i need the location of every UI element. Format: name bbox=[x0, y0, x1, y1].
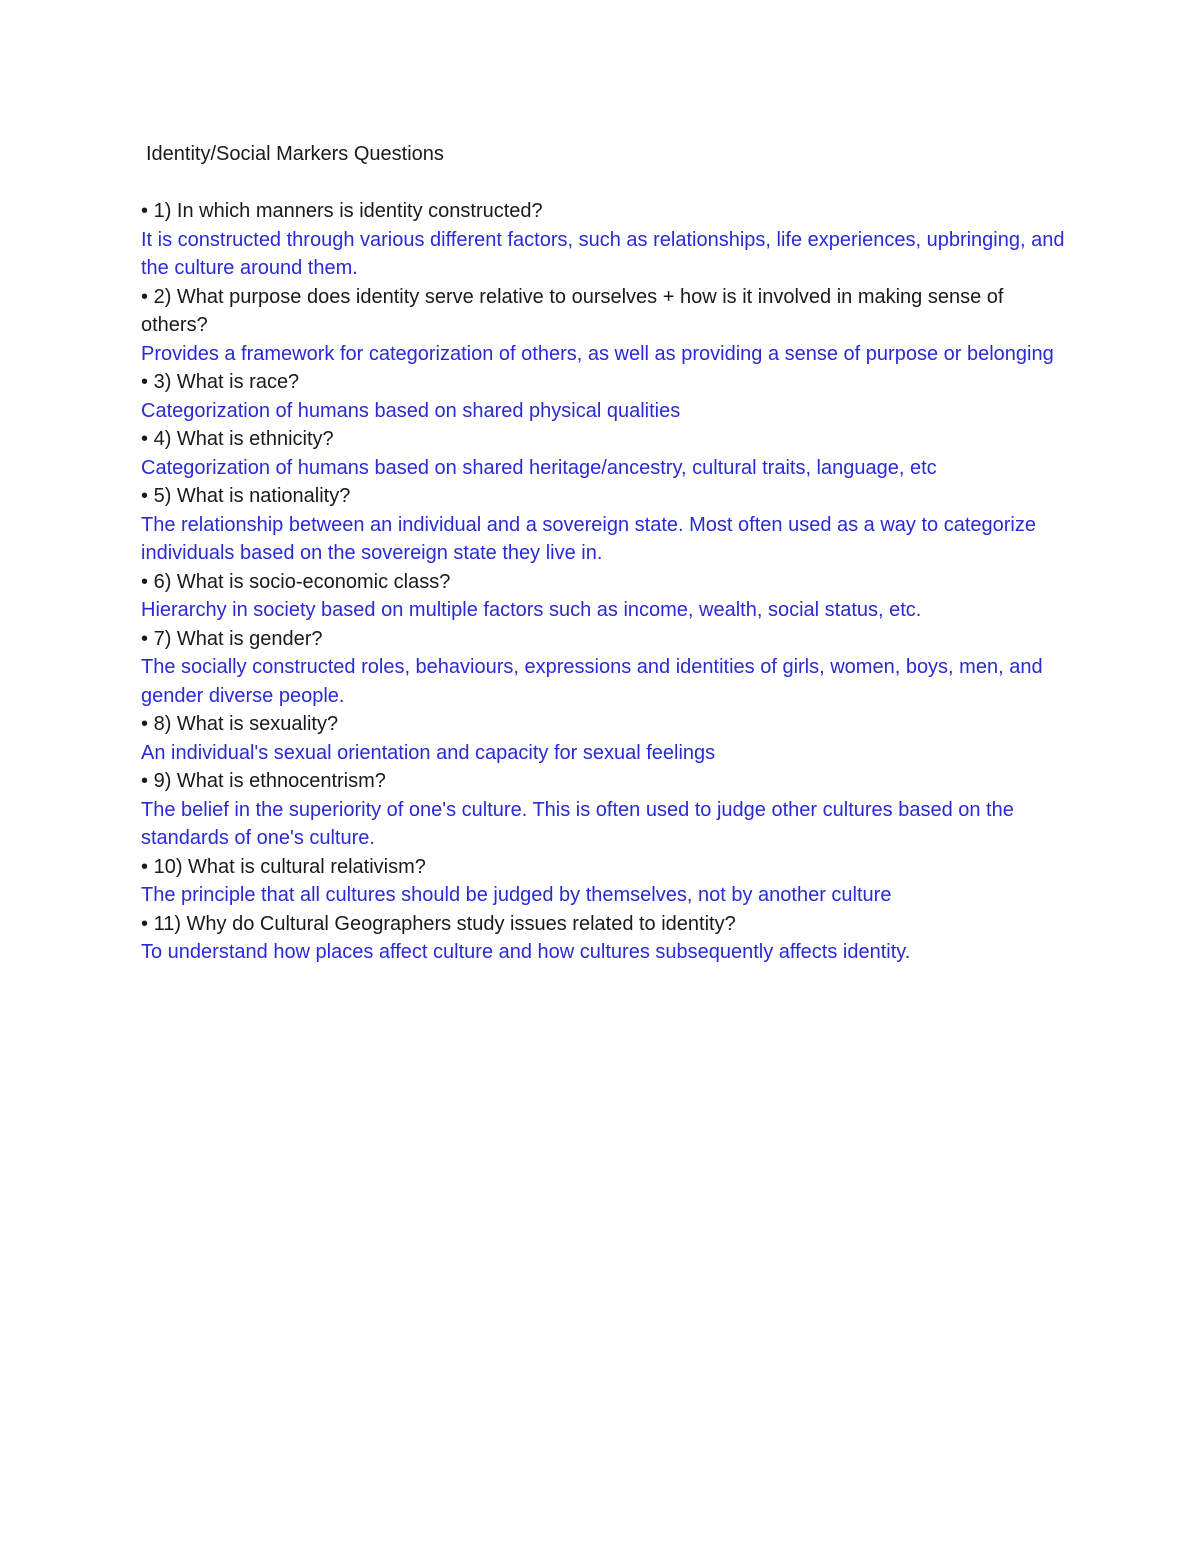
document-title: Identity/Social Markers Questions bbox=[146, 143, 444, 165]
answer-5: The relationship between an individual and a sovereign state. Most often used as a way to categorize individuals based on the sovereign state they live in. bbox=[141, 513, 1036, 564]
bullet: • bbox=[141, 770, 149, 792]
question-text: 7) What is gender? bbox=[153, 627, 323, 650]
bullet: • bbox=[141, 713, 149, 735]
qa-item-3 bbox=[141, 368, 1071, 425]
bullet: • bbox=[141, 485, 149, 507]
qa-item-9 bbox=[141, 767, 1071, 853]
qa-item-10 bbox=[141, 853, 1071, 910]
question-text: 9) What is ethnocentrism? bbox=[153, 770, 386, 792]
qa-item-4 bbox=[141, 425, 1071, 482]
bullet: • bbox=[141, 428, 149, 450]
qa-item-6 bbox=[141, 568, 1071, 625]
answer-7: The socially constructed roles, behaviours, expressions and identities of girls, women, boys, men, and gender diverse people. bbox=[141, 656, 1043, 707]
qa-item-11 bbox=[141, 910, 1071, 967]
bullet: • bbox=[141, 371, 149, 393]
question-text: 5) What is nationality? bbox=[153, 485, 351, 507]
qa-item-7 bbox=[141, 625, 1071, 711]
question-6 bbox=[141, 568, 1071, 597]
answer-6: Hierarchy in society based on multiple factors such as income, wealth, social status, etc. bbox=[141, 599, 922, 621]
question-text: 10) What is cultural relativism? bbox=[153, 855, 426, 878]
question-5 bbox=[141, 482, 1071, 511]
bullet: • bbox=[141, 912, 149, 935]
bullet: • bbox=[141, 627, 149, 650]
question-text: 3) What is race? bbox=[153, 371, 300, 393]
bullet: • bbox=[141, 855, 149, 878]
answer-2: Provides a framework for categorization of others, as well as providing a sense of purpose or belonging bbox=[141, 342, 1054, 365]
question-text: 1) In which manners is identity constructed? bbox=[153, 200, 543, 222]
question-text: 11) Why do Cultural Geographers study issues related to identity? bbox=[153, 912, 736, 935]
question-9 bbox=[141, 767, 1071, 796]
qa-item-2 bbox=[141, 283, 1071, 369]
question-7 bbox=[141, 625, 1071, 654]
answer-9: The belief in the superiority of one's culture. This is often used to judge other cultures based on the standards of one's culture. bbox=[141, 798, 1014, 849]
question-text: 4) What is ethnicity? bbox=[153, 428, 334, 450]
question-2 bbox=[141, 283, 1071, 340]
bullet: • bbox=[141, 285, 149, 308]
qa-item-5 bbox=[141, 482, 1071, 568]
question-3 bbox=[141, 368, 1071, 397]
question-11 bbox=[141, 910, 1071, 939]
answer-4: Categorization of humans based on shared heritage/ancestry, cultural traits, language, etc bbox=[141, 456, 937, 479]
question-1 bbox=[141, 197, 1071, 226]
question-10 bbox=[141, 853, 1071, 882]
question-text: 8) What is sexuality? bbox=[153, 713, 339, 735]
answer-3: Categorization of humans based on shared physical qualities bbox=[141, 399, 681, 422]
document-content bbox=[141, 140, 1071, 967]
answer-8: An individual's sexual orientation and capacity for sexual feelings bbox=[141, 741, 716, 764]
question-text: 6) What is socio-economic class? bbox=[153, 570, 451, 593]
qa-item-8 bbox=[141, 710, 1071, 767]
question-4 bbox=[141, 425, 1071, 454]
question-text: 2) What purpose does identity serve relative to ourselves + how is it involved in making sense of others? bbox=[141, 285, 1004, 336]
bullet: • bbox=[141, 200, 149, 222]
answer-10: The principle that all cultures should be judged by themselves, not by another culture bbox=[141, 884, 892, 906]
answer-11: To understand how places affect culture and how cultures subsequently affects identity. bbox=[141, 941, 911, 963]
bullet: • bbox=[141, 570, 149, 593]
answer-1: It is constructed through various different factors, such as relationships, life experiences, upbringing, and the culture around them. bbox=[141, 228, 1065, 279]
question-8 bbox=[141, 710, 1071, 739]
qa-item-1 bbox=[141, 197, 1071, 283]
